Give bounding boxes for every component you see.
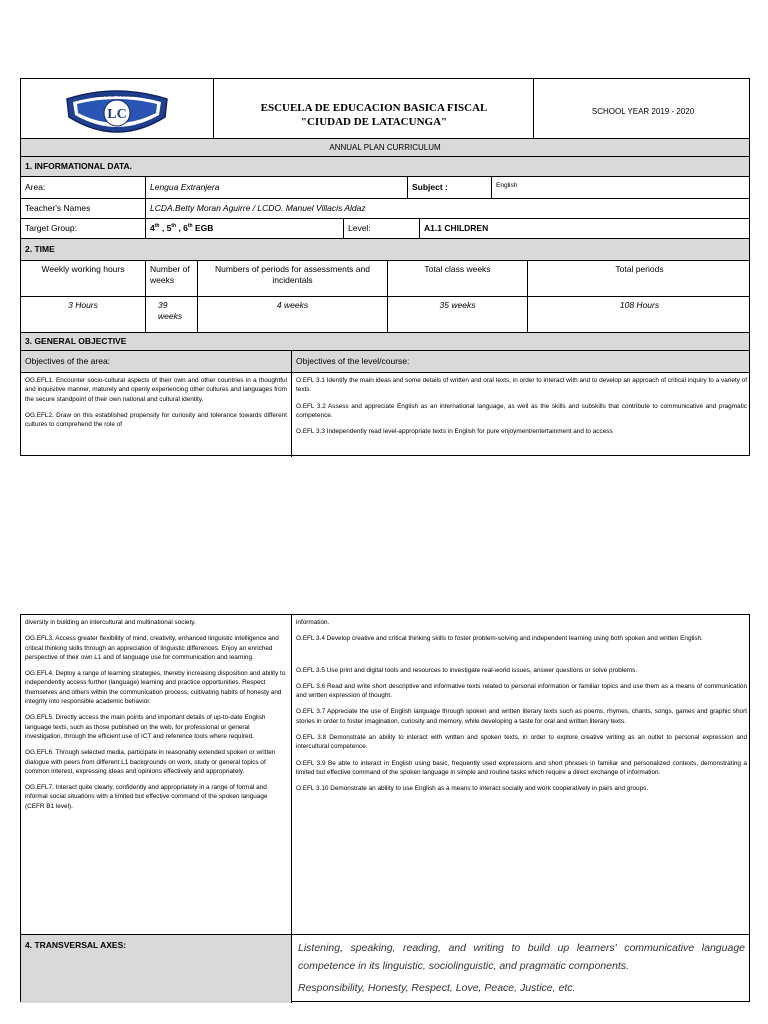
area-objective-efl7: OG.EFL7. Interact quite clearly, confidently and appropriately in a range of formal and informal social situations with a limited but effective command of the spoken language (CEFR B1 level). bbox=[25, 784, 268, 810]
plan-title: ANNUAL PLAN CURRICULUM bbox=[329, 143, 441, 152]
level-objective-3-9: O.EFL 3.9 Be able to interact in English using basic, frequently used expressions and short phrases in familiar and personalized contexts, demonstrating a limited but effective command of the spoken language in simple and routine tasks which require a direct exchange of information. bbox=[296, 759, 747, 776]
area-objectives-list-p1 bbox=[21, 373, 291, 457]
transversal-axes-text: Listening, speaking, reading, and writing to build up learners' communicative language competence in its linguistic, sociolinguistic, and pragmatic components. bbox=[298, 942, 745, 972]
section-time bbox=[21, 239, 749, 261]
time-header-weekly-hours: Weekly working hours bbox=[41, 264, 125, 274]
area-objectives-list-p2 bbox=[21, 615, 291, 934]
time-value-total-periods: 108 Hours bbox=[527, 297, 751, 332]
plan-title-row bbox=[21, 139, 749, 157]
level-objective-3-4: O.EFL 3.4 Develop creative and critical thinking skills to foster problem-solving and independent learning using both spoken and written English. bbox=[296, 635, 703, 643]
area-objective-efl2-cont: diversity in building an intercultural and multinational society. bbox=[25, 619, 196, 626]
time-value-assessments: 4 weeks bbox=[197, 297, 387, 332]
transversal-axes-content bbox=[291, 935, 751, 1003]
time-value-weekly-hours: 3 Hours bbox=[68, 300, 98, 310]
section-informational-title: 1. INFORMATIONAL DATA. bbox=[25, 161, 133, 171]
time-header-row bbox=[21, 261, 749, 297]
teachers-value: LCDA.Betty Moran Aguirre / LCDO. Manuel Villacis Aldaz bbox=[145, 199, 751, 218]
area-objective-efl1: OG.EFL1. Encounter socio-cultural aspects of their own and other countries in a thoughtful and inquisitive manner, maturely and openly experiencing other cultures and languages from the secure standpoint of their own national and cultural identity. bbox=[25, 377, 287, 403]
level-objective-3-7: O.EFL 3.7 Appreciate the use of English language through spoken and written literary texts such as poems, rhymes, chants, songs, games and graphic short stories in order to foster imagination, curiosity and memory, while developing a taste for oral and written literary texts. bbox=[296, 708, 747, 725]
area-value: Lengua Extranjera bbox=[145, 177, 407, 198]
level-objectives-list-p2 bbox=[291, 615, 751, 934]
area-label: Area: bbox=[25, 182, 46, 192]
area-objective-efl6: OG.EFL6. Through selected media, participate in reasonably extended spoken or written dialogue with peers from different L1 backgrounds on work, study or general topics of common interest, expressing ideas and opinions effectively and appropriately. bbox=[25, 749, 276, 775]
time-values-row bbox=[21, 297, 749, 333]
school-name-cell bbox=[213, 79, 533, 138]
level-objectives-header: Objectives of the level/course: bbox=[291, 351, 751, 372]
level-label: Level: bbox=[343, 219, 419, 238]
target-value: 4th , 5th , 6th EGB bbox=[145, 219, 343, 238]
header-row bbox=[21, 79, 749, 139]
subject-value: English bbox=[491, 177, 751, 198]
level-objective-3-1: O.EFL 3.1 Identify the main ideas and some details of written and oral texts, in order to interact with and to develop an approach of critical inquiry to a variety of texts. bbox=[296, 377, 747, 394]
section-general-objective-title: 3. GENERAL OBJECTIVE bbox=[25, 336, 127, 346]
svg-text:CIUDAD DE LATACUNGA: CIUDAD DE LATACUNGA bbox=[93, 93, 141, 98]
section-informational bbox=[21, 157, 749, 177]
section-general-objective bbox=[21, 333, 749, 351]
level-objectives-list-p1 bbox=[291, 373, 751, 457]
level-objective-3-8: O.EFL 3.8 Demonstrate an ability to interact with written and spoken texts, in order to explore creative writing as an outlet to personal expression and intercultural competence. bbox=[296, 734, 747, 751]
transversal-axes-label: 4. TRANSVERSAL AXES: bbox=[21, 935, 291, 1003]
logo-letters: LC bbox=[107, 107, 127, 122]
school-year-cell bbox=[533, 79, 751, 138]
objectives-row-p1 bbox=[21, 373, 749, 457]
transversal-axes-values: Responsibility, Honesty, Respect, Love, Peace, Justice, etc. bbox=[298, 982, 576, 994]
section-time-title: 2. TIME bbox=[25, 244, 55, 254]
time-value-weeks: 39 weeks bbox=[145, 297, 197, 332]
teachers-label: Teacher's Names bbox=[25, 203, 91, 213]
level-objective-3-5: O.EFL 3.5 Use print and digital tools and resources to investigate real-world issues, answer questions or solve problems. bbox=[296, 666, 638, 674]
area-row bbox=[21, 177, 749, 199]
transversal-axes-row bbox=[21, 935, 749, 1003]
time-header-class-weeks: Total class weeks bbox=[387, 261, 527, 296]
level-objective-3-2: O.EFL 3.2 Assess and appreciate English as an international language, as well as the skills and subskills that contribute to communicative and pragmatic competence. bbox=[296, 402, 747, 419]
level-value: A1.1 CHILDREN bbox=[419, 219, 751, 238]
target-label: Target Group: bbox=[25, 223, 77, 233]
subject-label: Subject : bbox=[407, 177, 491, 198]
area-objectives-header: Objectives of the area: bbox=[25, 356, 111, 366]
area-objective-efl2: OG.EFL2. Draw on this established propensity for curiosity and tolerance towards different cultures to comprehend the role of bbox=[25, 411, 287, 429]
objectives-row-p2 bbox=[21, 615, 749, 935]
time-header-total-periods: Total periods bbox=[527, 261, 751, 296]
time-value-class-weeks: 35 weeks bbox=[387, 297, 527, 332]
area-objective-efl4: OG.EFL4. Deploy a range of learning strategies, thereby increasing disposition and ability to independently access further (language) learning and practice opportunities. Respect themselves and others within the communication process, cultivating habits of honesty and integrity into responsible academic behavior. bbox=[25, 670, 286, 706]
document-page-2 bbox=[20, 614, 750, 1002]
area-objective-efl5: OG.EFL5. Directly access the main points and important details of up-to-date English language texts, such as those published on the web, for professional or general investigation, through the efficient use of ICT and reference tools where required. bbox=[25, 714, 266, 740]
school-logo bbox=[61, 85, 173, 138]
time-header-weeks: Number of weeks bbox=[145, 261, 197, 296]
document-page-1 bbox=[20, 78, 750, 456]
school-name: ESCUELA DE EDUCACION BASICA FISCAL "CIUDAD DE LATACUNGA" bbox=[260, 102, 488, 128]
level-objective-3-3: O.EFL 3.3 Independently read level-appropriate texts in English for pure enjoyment/entertainment and to access bbox=[296, 428, 613, 436]
school-year: SCHOOL YEAR 2019 - 2020 bbox=[591, 107, 695, 116]
objectives-header-row bbox=[21, 351, 749, 373]
level-objective-3-6: O.EFL 3.6 Read and write short descriptive and informative texts related to personal information or familiar topics and use them as a means of communication and written expression of thought. bbox=[296, 682, 747, 700]
level-objective-3-10: O.EFL 3.10 Demonstrate an ability to use English as a means to interact socially and work cooperatively in pairs and groups. bbox=[296, 785, 649, 793]
time-header-assessments: Numbers of periods for assessments and incidentals bbox=[197, 261, 387, 296]
teachers-row bbox=[21, 199, 749, 219]
level-objective-3-3-cont: information. bbox=[296, 619, 330, 626]
logo-cell bbox=[21, 79, 213, 138]
target-row bbox=[21, 219, 749, 239]
area-objective-efl3: OG.EFL3. Access greater flexibility of mind, creativity, enhanced linguistic intelligence and critical thinking skills through an appreciation of linguistic differences. Enjoy an enriched perspective of their own L1 and of language use for communication and learning. bbox=[25, 635, 279, 661]
